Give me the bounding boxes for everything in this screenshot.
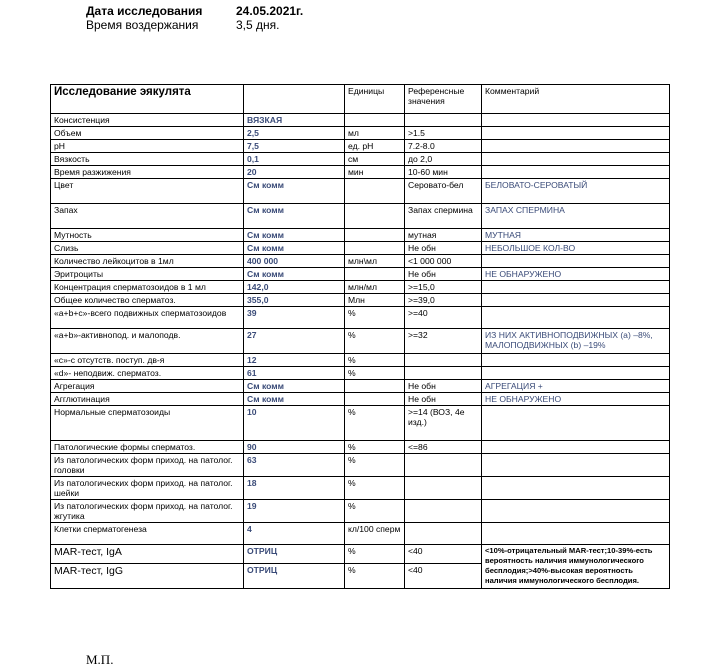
row-unit [345, 393, 405, 406]
mar-iga-reference: <40 [405, 545, 482, 564]
row-comment: БЕЛОВАТО-СЕРОВАТЫЙ [482, 179, 670, 204]
row-comment [482, 281, 670, 294]
row-name: Консистенция [51, 114, 244, 127]
row-reference: Запах спермина [405, 204, 482, 229]
row-comment [482, 166, 670, 179]
row-comment: ИЗ НИХ АКТИВНОПОДВИЖНЫХ (a) –8%, МАЛОПОДВИЖНЫХ (b) –19% [482, 329, 670, 354]
row-reference: Не обн [405, 393, 482, 406]
abstinence-label: Время воздержания [86, 18, 199, 32]
table-row [51, 229, 670, 242]
row-reference [405, 367, 482, 380]
row-comment [482, 114, 670, 127]
row-value: 2,5 [244, 127, 345, 140]
row-name: Количество лейкоцитов в 1мл [51, 255, 244, 268]
row-name: Слизь [51, 242, 244, 255]
table-row [51, 153, 670, 166]
mar-igg-unit: % [345, 564, 405, 589]
row-reference: >=14 (ВОЗ, 4е изд.) [405, 406, 482, 441]
row-comment [482, 294, 670, 307]
row-comment [482, 477, 670, 500]
row-comment [482, 441, 670, 454]
row-name: «c»-с отсутств. поступ. дв-я [51, 354, 244, 367]
mar-igg-name: MAR-тест, IgG [51, 564, 244, 589]
row-unit: % [345, 454, 405, 477]
row-value: 90 [244, 441, 345, 454]
row-value: 0,1 [244, 153, 345, 166]
row-value: 355,0 [244, 294, 345, 307]
row-comment [482, 354, 670, 367]
row-name: Агрегация [51, 380, 244, 393]
table-row [51, 140, 670, 153]
row-reference: >=32 [405, 329, 482, 354]
row-name: Запах [51, 204, 244, 229]
row-name: Агглютинация [51, 393, 244, 406]
row-comment: НЕБОЛЬШОЕ КОЛ-ВО [482, 242, 670, 255]
row-reference: 7.2-8.0 [405, 140, 482, 153]
row-unit [345, 229, 405, 242]
row-unit [345, 204, 405, 229]
row-unit: % [345, 367, 405, 380]
row-unit: Млн [345, 294, 405, 307]
row-name: Эритроциты [51, 268, 244, 281]
row-value: См комм [244, 380, 345, 393]
mar-iga-name: MAR-тест, IgA [51, 545, 244, 564]
row-unit: см [345, 153, 405, 166]
row-value: См комм [244, 204, 345, 229]
row-comment [482, 153, 670, 166]
table-header-row [51, 85, 670, 114]
row-name: Мутность [51, 229, 244, 242]
row-unit: % [345, 329, 405, 354]
table-row [51, 354, 670, 367]
row-value: 7,5 [244, 140, 345, 153]
row-value: 20 [244, 166, 345, 179]
comment-header: Комментарий [482, 85, 670, 114]
row-value: 19 [244, 500, 345, 523]
row-reference [405, 114, 482, 127]
row-name: Из патологических форм приход. на патолог. жгутика [51, 500, 244, 523]
row-value: См комм [244, 393, 345, 406]
row-unit [345, 380, 405, 393]
table-row [51, 454, 670, 477]
table-row [51, 545, 670, 564]
row-unit: % [345, 406, 405, 441]
row-reference: Не обн [405, 380, 482, 393]
table-row [51, 179, 670, 204]
row-unit: кл/100 сперм [345, 523, 405, 545]
row-comment [482, 523, 670, 545]
abstinence-value: 3,5 дня. [236, 18, 280, 32]
table-row [51, 166, 670, 179]
row-name: Объем [51, 127, 244, 140]
table-row [51, 242, 670, 255]
row-reference: 10-60 мин [405, 166, 482, 179]
row-value: 10 [244, 406, 345, 441]
exam-date-value: 24.05.2021г. [236, 4, 304, 18]
row-value: 400 000 [244, 255, 345, 268]
row-reference: Не обн [405, 242, 482, 255]
table-row [51, 281, 670, 294]
table-row [51, 406, 670, 441]
row-value: См комм [244, 242, 345, 255]
row-unit: % [345, 477, 405, 500]
row-value: 61 [244, 367, 345, 380]
row-reference [405, 477, 482, 500]
row-reference: Серовато-бел [405, 179, 482, 204]
row-value: 12 [244, 354, 345, 367]
row-reference: до 2,0 [405, 153, 482, 166]
stamp-label: М.П. [86, 652, 114, 667]
row-value: См комм [244, 229, 345, 242]
mar-comment: <10%-отрицательный MAR-тест;10-39%-есть вероятность наличия иммунологического бесплодия;>40%-высокая вероятность наличия иммунологического бесплодия. [482, 545, 670, 589]
row-comment [482, 307, 670, 329]
row-name: «d»- неподвиж. сперматоз. [51, 367, 244, 380]
row-value: 63 [244, 454, 345, 477]
row-unit [345, 268, 405, 281]
row-reference: >1.5 [405, 127, 482, 140]
row-name: «a+b»-активнопод. и малоподв. [51, 329, 244, 354]
row-name: Концентрация сперматозоидов в 1 мл [51, 281, 244, 294]
row-unit: % [345, 307, 405, 329]
row-comment [482, 140, 670, 153]
row-value: ВЯЗКАЯ [244, 114, 345, 127]
row-comment: МУТНАЯ [482, 229, 670, 242]
row-unit [345, 114, 405, 127]
row-comment [482, 406, 670, 441]
row-reference: >=15,0 [405, 281, 482, 294]
row-comment: НЕ ОБНАРУЖЕНО [482, 393, 670, 406]
units-header: Единицы [345, 85, 405, 114]
row-value: См комм [244, 268, 345, 281]
row-reference [405, 354, 482, 367]
table-title: Исследование эякулята [51, 85, 244, 114]
row-comment [482, 500, 670, 523]
row-reference [405, 454, 482, 477]
row-value: 4 [244, 523, 345, 545]
exam-date-row [86, 4, 304, 18]
row-name: Из патологических форм приход. на патолог. головки [51, 454, 244, 477]
table-row [51, 255, 670, 268]
row-reference: Не обн [405, 268, 482, 281]
row-unit: % [345, 354, 405, 367]
row-unit: % [345, 441, 405, 454]
row-name: Нормальные сперматозоиды [51, 406, 244, 441]
table-row [51, 329, 670, 354]
table-row [51, 523, 670, 545]
ejaculate-table [50, 84, 670, 589]
table-row [51, 393, 670, 406]
row-comment: АГРЕГАЦИЯ + [482, 380, 670, 393]
row-reference [405, 500, 482, 523]
abstinence-row [86, 18, 280, 32]
row-unit [345, 179, 405, 204]
row-value: См комм [244, 179, 345, 204]
row-unit [345, 242, 405, 255]
row-reference: <1 000 000 [405, 255, 482, 268]
row-name: pH [51, 140, 244, 153]
table-row [51, 204, 670, 229]
row-name: Из патологических форм приход. на патолог. шейки [51, 477, 244, 500]
row-value: 18 [244, 477, 345, 500]
row-name: Цвет [51, 179, 244, 204]
reference-header: Референсные значения [405, 85, 482, 114]
row-unit: мл [345, 127, 405, 140]
mar-igg-value: ОТРИЦ [244, 564, 345, 589]
mar-igg-reference: <40 [405, 564, 482, 589]
table-row [51, 268, 670, 281]
exam-date-label: Дата исследования [86, 4, 203, 18]
table-row [51, 477, 670, 500]
table-row [51, 114, 670, 127]
row-reference: мутная [405, 229, 482, 242]
row-unit: % [345, 500, 405, 523]
table-row [51, 500, 670, 523]
row-comment [482, 127, 670, 140]
table-row [51, 380, 670, 393]
row-unit: мин [345, 166, 405, 179]
row-name: Вязкость [51, 153, 244, 166]
mar-iga-value: ОТРИЦ [244, 545, 345, 564]
row-comment: ЗАПАХ СПЕРМИНА [482, 204, 670, 229]
table-row [51, 307, 670, 329]
row-reference: <=86 [405, 441, 482, 454]
row-value: 27 [244, 329, 345, 354]
row-name: Общее количество сперматоз. [51, 294, 244, 307]
row-comment [482, 367, 670, 380]
table-row [51, 127, 670, 140]
row-unit: млн\мл [345, 255, 405, 268]
row-comment: НЕ ОБНАРУЖЕНО [482, 268, 670, 281]
table-row [51, 367, 670, 380]
mar-iga-unit: % [345, 545, 405, 564]
row-name: Время разжижения [51, 166, 244, 179]
row-reference: >=40 [405, 307, 482, 329]
row-name: Клетки сперматогенеза [51, 523, 244, 545]
row-unit: млн/мл [345, 281, 405, 294]
row-value: 142,0 [244, 281, 345, 294]
row-unit: ед. рН [345, 140, 405, 153]
row-reference: >=39,0 [405, 294, 482, 307]
table-row [51, 441, 670, 454]
row-comment [482, 255, 670, 268]
row-name: «a+b+c»-всего подвижных сперматозоидов [51, 307, 244, 329]
row-comment [482, 454, 670, 477]
row-name: Патологические формы сперматоз. [51, 441, 244, 454]
row-reference [405, 523, 482, 545]
row-value: 39 [244, 307, 345, 329]
table-row [51, 294, 670, 307]
